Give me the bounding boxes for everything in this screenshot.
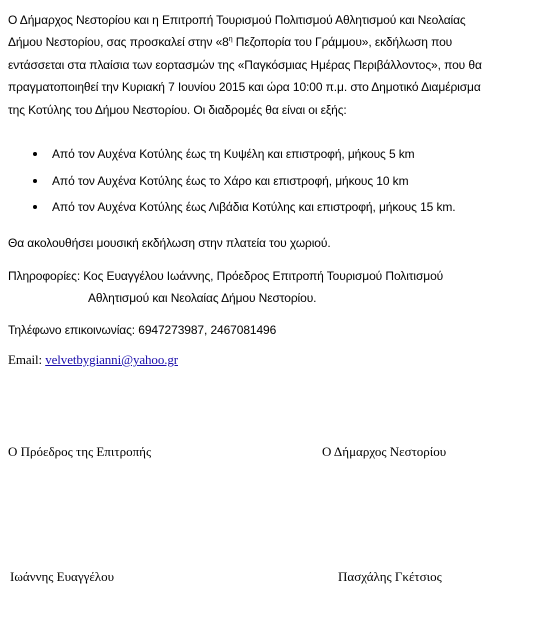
intro-line-part: Πεζοπορία του Γράμμου», εκδήλωση που [232,35,453,50]
route-item [0,196,535,223]
intro-paragraph [8,9,530,121]
phone-line: Τηλέφωνο επικοινωνίας: 6947273987, 2467081496 [8,323,277,337]
route-text: Από τον Αυχένα Κοτύλης έως τη Κυψέλη και επιστροφή, μήκους 5 km [52,147,415,161]
intro-line: Ο Δήμαρχος Νεστορίου και η Επιτροπή Τουρισμού Πολιτισμού Αθλητισμού και Νεολαίας [8,13,466,27]
mayor-title: Ο Δήμαρχος Νεστορίου [322,444,447,459]
ordinal-superscript: η [228,36,233,44]
route-item [0,143,535,170]
bullet-icon [33,179,37,183]
email-label: Email: [8,352,46,367]
email-link[interactable]: velvetbygianni@yahoo.gr [45,352,178,367]
president-title: Ο Πρόεδρος της Επιτροπής [8,444,152,459]
bullet-icon [33,152,37,156]
route-text: Από τον Αυχένα Κοτύλης έως Λιβάδια Κοτύλης και επιστροφή, μήκους 15 km. [52,200,456,214]
info-line-continued: Αθλητισμού και Νεολαίας Δήμου Νεστορίου. [88,291,317,305]
intro-line: πραγματοποιηθεί την Κυριακή 7 Ιουνίου 2015 και ώρα 10:00 π.μ. στο Δημοτικό Διαμέρισμα [8,80,481,95]
music-note: Θα ακολουθήσει μουσική εκδήλωση στην πλατεία του χωριού. [8,236,331,250]
intro-line [8,31,530,53]
bullet-icon [33,205,37,209]
mayor-name: Πασχάλης Γκέτσιος [338,569,442,584]
route-text: Από τον Αυχένα Κοτύλης έως το Χάρο και επιστροφή, μήκους 10 km [52,173,409,188]
routes-list [0,143,535,223]
intro-line: της Κοτύλης του Δήμου Νεστορίου. Οι διαδρομές θα είναι οι εξής: [8,102,347,117]
president-name: Ιωάννης Ευαγγέλου [10,569,115,584]
email-line [8,349,178,371]
intro-line-part: Δήμου Νεστορίου, σας προσκαλεί στην «8 [8,35,229,50]
info-line: Πληροφορίες: Κος Ευαγγέλου Ιωάννης, Πρόεδρος Επιτροπή Τουρισμού Πολιτισμού [8,269,444,283]
route-item [0,170,535,197]
intro-line: εντάσσεται στα πλαίσια των εορτασμών της «Παγκόσμιας Ημέρας Περιβάλλοντος», που θα [8,57,482,72]
